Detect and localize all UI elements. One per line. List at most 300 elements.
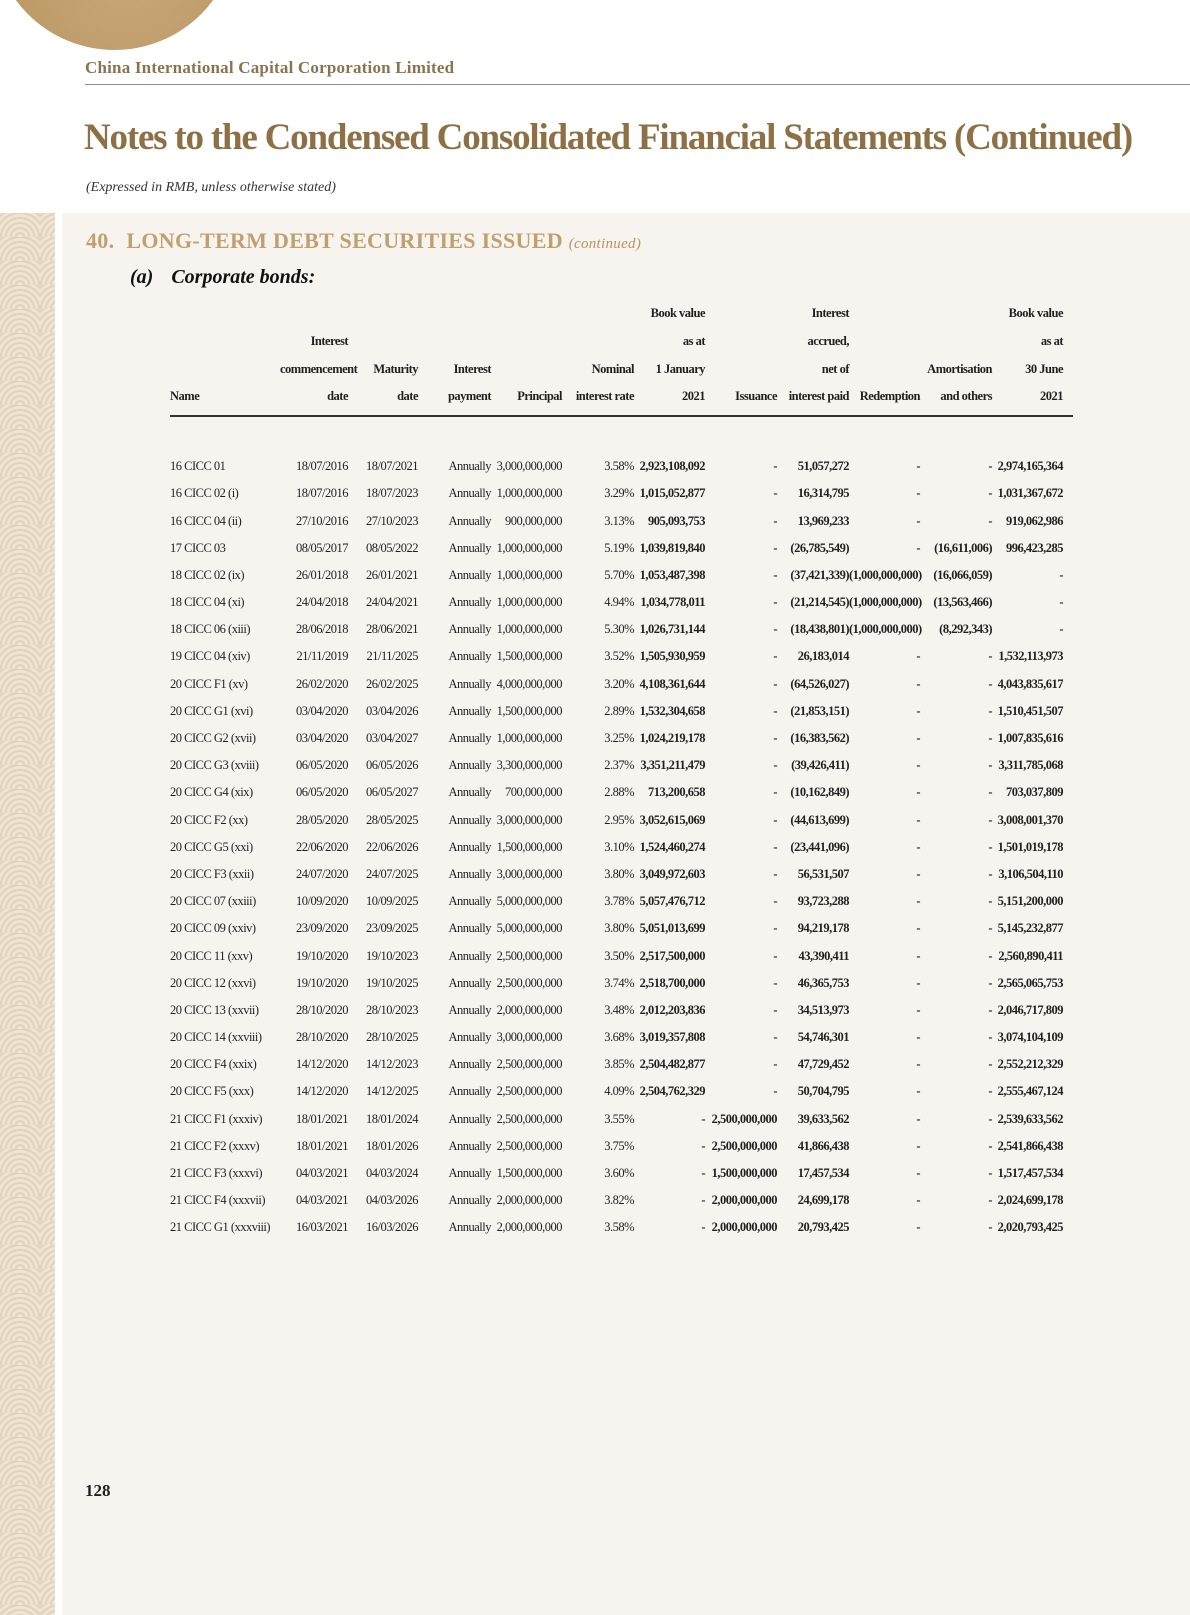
cell-amortisation: -	[988, 486, 992, 501]
cell-redemption: -	[916, 1084, 920, 1099]
cell-book-value-1-jan: 5,057,476,712	[639, 894, 705, 909]
table-row	[170, 1187, 1073, 1214]
cell-book-value-30-jun: 1,501,019,178	[997, 839, 1063, 854]
column-header-name	[170, 355, 280, 383]
cell-redemption: -	[916, 703, 920, 718]
header-row	[170, 328, 1073, 356]
cell-principal: 1,500,000,000	[496, 649, 562, 664]
cell-commencement-date: 26/02/2020	[296, 676, 348, 691]
cell-principal: 2,500,000,000	[496, 975, 562, 990]
cell-interest-payment: Annually	[448, 785, 491, 800]
page-subtitle: (Expressed in RMB, unless otherwise stated)	[86, 180, 336, 195]
cell-commencement-date: 28/05/2020	[296, 812, 348, 827]
cell-book-value-30-jun: 2,560,890,411	[998, 948, 1063, 963]
cell-amortisation: -	[988, 894, 992, 909]
cell-issuance: -	[773, 785, 777, 800]
cell-amortisation: -	[988, 1084, 992, 1099]
cell-maturity-date: 03/04/2027	[366, 731, 418, 746]
cell-book-value-30-jun: 2,552,212,329	[997, 1057, 1063, 1072]
cell-commencement-date: 08/05/2017	[296, 540, 348, 555]
cell-name: 20 CICC 07 (xxiii)	[170, 894, 256, 909]
cell-redemption: -	[916, 839, 920, 854]
cell-issuance: -	[773, 622, 777, 637]
cell-commencement-date: 28/10/2020	[296, 1002, 348, 1017]
column-header-principal	[491, 328, 562, 356]
cell-amortisation: (16,611,006)	[934, 540, 992, 555]
cell-nominal-interest-rate: 3.78%	[604, 894, 634, 909]
cell-issuance: -	[773, 540, 777, 555]
cell-book-value-30-jun: 3,106,504,110	[998, 866, 1063, 881]
cell-redemption: (1,000,000,000)	[849, 595, 922, 610]
cell-nominal-interest-rate: 3.80%	[604, 866, 634, 881]
cell-interest-payment: Annually	[448, 866, 491, 881]
cell-maturity-date: 24/04/2021	[366, 595, 418, 610]
cell-commencement-date: 28/10/2020	[296, 1030, 348, 1045]
cell-redemption: -	[916, 785, 920, 800]
cell-book-value-30-jun: 3,311,785,068	[998, 758, 1063, 773]
spacer-cell	[170, 416, 1073, 453]
column-header-issuance	[705, 300, 777, 328]
cell-issuance: -	[773, 1057, 777, 1072]
cell-principal: 2,500,000,000	[496, 1057, 562, 1072]
cell-book-value-30-jun: 919,062,986	[1006, 513, 1063, 528]
cell-maturity-date: 19/10/2023	[366, 948, 418, 963]
cell-nominal-interest-rate: 3.82%	[604, 1193, 634, 1208]
section-title: LONG-TERM DEBT SECURITIES ISSUED	[126, 228, 563, 253]
cell-maturity-date: 21/11/2025	[366, 649, 418, 664]
cell-name: 16 CICC 01	[170, 459, 226, 474]
cell-amortisation: -	[988, 1220, 992, 1235]
cell-interest-payment: Annually	[448, 622, 491, 637]
cell-principal: 2,000,000,000	[496, 1002, 562, 1017]
cell-maturity-date: 18/07/2023	[366, 486, 418, 501]
cell-amortisation: -	[988, 866, 992, 881]
cell-maturity-date: 28/10/2025	[366, 1030, 418, 1045]
cell-interest-accrued: 51,057,272	[797, 459, 849, 474]
cell-maturity-date: 22/06/2026	[366, 839, 418, 854]
cell-maturity-date: 28/10/2023	[366, 1002, 418, 1017]
cell-name: 21 CICC F2 (xxxv)	[170, 1138, 260, 1153]
cell-name: 20 CICC 12 (xxvi)	[170, 975, 256, 990]
decorative-wave-strip	[0, 213, 55, 1615]
table-row	[170, 507, 1073, 534]
cell-redemption: -	[916, 1220, 920, 1235]
cell-redemption: -	[916, 1057, 920, 1072]
header-row	[170, 355, 1073, 383]
cell-interest-payment: Annually	[448, 948, 491, 963]
cell-amortisation: -	[988, 921, 992, 936]
cell-issuance: -	[773, 595, 777, 610]
cell-interest-payment: Annually	[448, 1193, 491, 1208]
cell-amortisation: -	[988, 785, 992, 800]
cell-book-value-30-jun: 996,423,285	[1006, 540, 1063, 555]
cell-book-value-30-jun: 2,565,065,753	[997, 975, 1063, 990]
cell-issuance: -	[773, 894, 777, 909]
spacer-row	[170, 416, 1073, 453]
cell-amortisation: -	[988, 731, 992, 746]
cell-issuance: -	[773, 731, 777, 746]
cell-maturity-date: 14/12/2025	[366, 1084, 418, 1099]
table-row	[170, 643, 1073, 670]
cell-name: 20 CICC F1 (xv)	[170, 676, 248, 691]
cell-book-value-1-jan: 1,532,304,658	[639, 703, 705, 718]
cell-book-value-1-jan: 905,093,753	[648, 513, 705, 528]
cell-maturity-date: 18/07/2021	[366, 459, 418, 474]
cell-book-value-30-jun: 1,532,113,973	[998, 649, 1063, 664]
cell-issuance: -	[773, 866, 777, 881]
cell-principal: 1,500,000,000	[496, 703, 562, 718]
cell-commencement-date: 06/05/2020	[296, 758, 348, 773]
column-header-interest-payment	[418, 328, 491, 356]
cell-book-value-1-jan: 3,052,615,069	[639, 812, 705, 827]
cell-principal: 700,000,000	[505, 785, 562, 800]
cell-book-value-1-jan: 1,524,460,274	[639, 839, 705, 854]
column-header-maturity-date: Maturity	[373, 361, 418, 376]
cell-maturity-date: 06/05/2027	[366, 785, 418, 800]
column-header-principal	[491, 300, 562, 328]
cell-commencement-date: 18/07/2016	[296, 459, 348, 474]
cell-book-value-30-jun: 703,037,809	[1006, 785, 1063, 800]
cell-book-value-30-jun: 2,024,699,178	[997, 1193, 1063, 1208]
cell-nominal-interest-rate: 3.55%	[604, 1111, 634, 1126]
cell-redemption: -	[916, 459, 920, 474]
cell-nominal-interest-rate: 3.75%	[604, 1138, 634, 1153]
cell-amortisation: -	[988, 1030, 992, 1045]
cell-interest-payment: Annually	[448, 459, 491, 474]
cell-interest-payment: Annually	[448, 894, 491, 909]
cell-book-value-30-jun: -	[1059, 622, 1063, 637]
cell-issuance: -	[773, 921, 777, 936]
cell-issuance: -	[773, 567, 777, 582]
cell-interest-payment: Annually	[448, 649, 491, 664]
table-row	[170, 616, 1073, 643]
cell-interest-accrued: (23,441,096)	[790, 839, 849, 854]
cell-nominal-interest-rate: 3.60%	[604, 1166, 634, 1181]
cell-interest-accrued: (44,613,699)	[790, 812, 849, 827]
column-header-maturity-date	[348, 328, 418, 356]
cell-name: 21 CICC F3 (xxxvi)	[170, 1166, 263, 1181]
cell-interest-accrued: 24,699,178	[797, 1193, 849, 1208]
cell-redemption: -	[916, 1030, 920, 1045]
table-row	[170, 779, 1073, 806]
column-header-name	[170, 328, 280, 356]
cell-interest-accrued: (26,785,549)	[790, 540, 849, 555]
cell-maturity-date: 14/12/2023	[366, 1057, 418, 1072]
column-header-nominal-interest-rate	[562, 328, 634, 356]
column-header-book-value-1-jan: as at	[682, 334, 705, 349]
table-row	[170, 1160, 1073, 1187]
cell-interest-accrued: 16,314,795	[797, 486, 849, 501]
column-header-redemption	[849, 328, 920, 356]
cell-name: 16 CICC 02 (i)	[170, 486, 239, 501]
cell-interest-payment: Annually	[448, 567, 491, 582]
cell-commencement-date: 18/01/2021	[296, 1111, 348, 1126]
cell-interest-payment: Annually	[448, 595, 491, 610]
cell-commencement-date: 22/06/2020	[296, 839, 348, 854]
cell-redemption: -	[916, 1138, 920, 1153]
column-header-interest-payment: payment	[418, 383, 491, 416]
table-row	[170, 480, 1073, 507]
column-header-issuance	[705, 355, 777, 383]
cell-book-value-1-jan: 2,504,762,329	[639, 1084, 705, 1099]
cell-amortisation: -	[988, 513, 992, 528]
cell-redemption: -	[916, 866, 920, 881]
cell-book-value-30-jun: 2,539,633,562	[997, 1111, 1063, 1126]
cell-book-value-30-jun: 5,151,200,000	[997, 894, 1063, 909]
cell-book-value-30-jun: -	[1059, 595, 1063, 610]
cell-principal: 2,000,000,000	[496, 1220, 562, 1235]
column-header-amortisation: Amortisation	[927, 361, 992, 376]
cell-nominal-interest-rate: 2.88%	[604, 785, 634, 800]
company-name: China International Capital Corporation Limited	[85, 58, 455, 77]
cell-commencement-date: 14/12/2020	[296, 1057, 348, 1072]
cell-book-value-30-jun: 1,007,835,616	[997, 731, 1063, 746]
cell-issuance: -	[773, 975, 777, 990]
table-row	[170, 752, 1073, 779]
cell-interest-accrued: (21,214,545)	[790, 595, 849, 610]
cell-maturity-date: 04/03/2026	[366, 1193, 418, 1208]
cell-name: 20 CICC F4 (xxix)	[170, 1057, 257, 1072]
cell-redemption: (1,000,000,000)	[849, 622, 922, 637]
cell-interest-accrued: (37,421,339)	[790, 567, 849, 582]
cell-interest-accrued: 17,457,534	[797, 1166, 849, 1181]
cell-amortisation: -	[988, 1002, 992, 1017]
cell-book-value-1-jan: 1,505,930,959	[639, 649, 705, 664]
cell-maturity-date: 16/03/2026	[366, 1220, 418, 1235]
cell-redemption: -	[916, 975, 920, 990]
cell-name: 21 CICC F1 (xxxiv)	[170, 1111, 263, 1126]
cell-principal: 5,000,000,000	[496, 894, 562, 909]
column-header-issuance	[705, 328, 777, 356]
cell-redemption: -	[916, 676, 920, 691]
cell-nominal-interest-rate: 3.80%	[604, 921, 634, 936]
cell-redemption: -	[916, 486, 920, 501]
cell-commencement-date: 03/04/2020	[296, 703, 348, 718]
cell-amortisation: -	[988, 839, 992, 854]
cell-maturity-date: 28/06/2021	[366, 622, 418, 637]
cell-principal: 3,000,000,000	[496, 459, 562, 474]
cell-book-value-1-jan: 3,351,211,479	[640, 758, 705, 773]
cell-book-value-30-jun: 3,008,001,370	[997, 812, 1063, 827]
cell-issuance: -	[773, 758, 777, 773]
cell-book-value-30-jun: 2,046,717,809	[997, 1002, 1063, 1017]
column-header-commencement-date	[280, 300, 348, 328]
column-header-amortisation: and others	[920, 383, 992, 416]
cell-maturity-date: 28/05/2025	[366, 812, 418, 827]
column-header-amortisation	[920, 300, 992, 328]
cell-book-value-30-jun: 5,145,232,877	[997, 921, 1063, 936]
cell-redemption: -	[916, 513, 920, 528]
cell-book-value-30-jun: 2,974,165,364	[997, 459, 1063, 474]
cell-interest-accrued: (64,526,027)	[790, 676, 849, 691]
cell-nominal-interest-rate: 2.37%	[604, 758, 634, 773]
cell-maturity-date: 08/05/2022	[366, 540, 418, 555]
table-row	[170, 915, 1073, 942]
cell-interest-payment: Annually	[448, 758, 491, 773]
column-header-interest-payment	[418, 300, 491, 328]
table-row	[170, 453, 1073, 480]
column-header-maturity-date: date	[348, 383, 418, 416]
header-row	[170, 300, 1073, 328]
cell-maturity-date: 18/01/2024	[366, 1111, 418, 1126]
cell-book-value-1-jan: 713,200,658	[648, 785, 705, 800]
cell-commencement-date: 16/03/2021	[296, 1220, 348, 1235]
cell-amortisation: -	[988, 812, 992, 827]
cell-name: 20 CICC F3 (xxii)	[170, 866, 254, 881]
cell-commencement-date: 24/07/2020	[296, 866, 348, 881]
cell-commencement-date: 27/10/2016	[296, 513, 348, 528]
cell-book-value-1-jan: 1,026,731,144	[639, 622, 705, 637]
section-continued: (continued)	[568, 236, 642, 252]
subsection-heading	[130, 266, 315, 289]
cell-interest-accrued: 39,633,562	[797, 1111, 849, 1126]
cell-interest-payment: Annually	[448, 1138, 491, 1153]
cell-book-value-1-jan: 1,053,487,398	[639, 567, 705, 582]
cell-redemption: -	[916, 1193, 920, 1208]
cell-book-value-1-jan: -	[701, 1166, 705, 1181]
cell-principal: 4,000,000,000	[496, 676, 562, 691]
header-row	[170, 383, 1073, 416]
column-header-amortisation	[920, 328, 992, 356]
cell-interest-accrued: 56,531,507	[797, 866, 849, 881]
cell-maturity-date: 23/09/2025	[366, 921, 418, 936]
column-header-interest-accrued: interest paid	[777, 383, 849, 416]
cell-maturity-date: 06/05/2026	[366, 758, 418, 773]
column-header-book-value-30-jun: Book value	[1008, 306, 1063, 321]
cell-amortisation: (16,066,059)	[933, 567, 992, 582]
cell-principal: 3,000,000,000	[496, 866, 562, 881]
table-row	[170, 997, 1073, 1024]
cell-amortisation: -	[988, 676, 992, 691]
cell-maturity-date: 24/07/2025	[366, 866, 418, 881]
cell-book-value-1-jan: 2,517,500,000	[639, 948, 705, 963]
cell-book-value-1-jan: 1,015,052,877	[639, 486, 705, 501]
cell-book-value-30-jun: 1,031,367,672	[997, 486, 1063, 501]
subsection-title: Corporate bonds:	[171, 266, 316, 288]
column-header-book-value-30-jun: 2021	[992, 383, 1073, 416]
cell-name: 20 CICC G3 (xviii)	[170, 758, 259, 773]
decorative-circle	[0, 0, 237, 50]
table-row	[170, 970, 1073, 997]
cell-book-value-30-jun: 4,043,835,617	[997, 676, 1063, 691]
cell-book-value-1-jan: -	[701, 1111, 705, 1126]
cell-redemption: (1,000,000,000)	[849, 567, 922, 582]
cell-interest-accrued: (18,438,801)	[790, 622, 849, 637]
cell-redemption: -	[916, 1111, 920, 1126]
cell-commencement-date: 26/01/2018	[296, 567, 348, 582]
cell-book-value-1-jan: 2,504,482,877	[639, 1057, 705, 1072]
cell-amortisation: -	[988, 1138, 992, 1153]
cell-interest-accrued: 54,746,301	[797, 1030, 849, 1045]
cell-amortisation: -	[988, 1166, 992, 1181]
cell-issuance: -	[773, 513, 777, 528]
cell-interest-payment: Annually	[448, 703, 491, 718]
table-row	[170, 671, 1073, 698]
cell-interest-accrued: 20,793,425	[797, 1220, 849, 1235]
column-header-principal: Principal	[491, 383, 562, 416]
cell-interest-accrued: 46,365,753	[797, 975, 849, 990]
cell-interest-accrued: (16,383,562)	[790, 731, 849, 746]
cell-book-value-1-jan: 5,051,013,699	[639, 921, 705, 936]
cell-issuance: -	[773, 948, 777, 963]
cell-amortisation: (8,292,343)	[939, 622, 992, 637]
cell-interest-accrued: (39,426,411)	[791, 758, 849, 773]
cell-nominal-interest-rate: 3.25%	[604, 731, 634, 746]
cell-principal: 5,000,000,000	[496, 921, 562, 936]
cell-name: 19 CICC 04 (xiv)	[170, 649, 250, 664]
cell-nominal-interest-rate: 3.85%	[604, 1057, 634, 1072]
cell-issuance: -	[773, 703, 777, 718]
section-number: 40.	[86, 228, 115, 253]
cell-nominal-interest-rate: 3.50%	[604, 948, 634, 963]
cell-name: 17 CICC 03	[170, 540, 226, 555]
cell-redemption: -	[916, 1166, 920, 1181]
cell-principal: 1,000,000,000	[496, 622, 562, 637]
cell-book-value-1-jan: 1,024,219,178	[639, 731, 705, 746]
cell-book-value-1-jan: 3,049,972,603	[639, 866, 705, 881]
column-header-issuance: Issuance	[705, 383, 777, 416]
cell-redemption: -	[916, 1002, 920, 1017]
cell-issuance: -	[773, 459, 777, 474]
cell-interest-payment: Annually	[448, 921, 491, 936]
cell-interest-payment: Annually	[448, 676, 491, 691]
cell-commencement-date: 19/10/2020	[296, 975, 348, 990]
cell-name: 18 CICC 06 (xiii)	[170, 622, 251, 637]
cell-principal: 2,500,000,000	[496, 1084, 562, 1099]
cell-interest-payment: Annually	[448, 812, 491, 827]
header-divider	[85, 84, 1190, 85]
column-header-book-value-1-jan: 2021	[634, 383, 705, 416]
cell-issuance: 1,500,000,000	[711, 1166, 777, 1181]
cell-name: 20 CICC 09 (xxiv)	[170, 921, 256, 936]
cell-amortisation: -	[988, 1193, 992, 1208]
cell-principal: 1,500,000,000	[496, 839, 562, 854]
cell-principal: 2,500,000,000	[496, 1111, 562, 1126]
cell-nominal-interest-rate: 2.89%	[604, 703, 634, 718]
column-header-name: Name	[170, 383, 280, 416]
cell-book-value-1-jan: -	[701, 1193, 705, 1208]
cell-book-value-30-jun: 1,517,457,534	[997, 1166, 1063, 1181]
cell-maturity-date: 18/01/2026	[366, 1138, 418, 1153]
cell-maturity-date: 19/10/2025	[366, 975, 418, 990]
column-header-nominal-interest-rate: interest rate	[562, 383, 634, 416]
cell-interest-accrued: 93,723,288	[797, 894, 849, 909]
cell-redemption: -	[916, 758, 920, 773]
cell-book-value-30-jun: 2,541,866,438	[997, 1138, 1063, 1153]
cell-amortisation: -	[988, 1057, 992, 1072]
cell-commencement-date: 10/09/2020	[296, 894, 348, 909]
cell-principal: 3,000,000,000	[496, 812, 562, 827]
cell-name: 21 CICC G1 (xxxviii)	[170, 1220, 271, 1235]
cell-nominal-interest-rate: 3.58%	[604, 1220, 634, 1235]
column-header-maturity-date	[348, 300, 418, 328]
cell-issuance: -	[773, 839, 777, 854]
cell-interest-payment: Annually	[448, 975, 491, 990]
cell-commencement-date: 23/09/2020	[296, 921, 348, 936]
cell-book-value-1-jan: 1,039,819,840	[639, 540, 705, 555]
cell-commencement-date: 21/11/2019	[296, 649, 348, 664]
table-row	[170, 1214, 1073, 1241]
table-row	[170, 888, 1073, 915]
cell-commencement-date: 04/03/2021	[296, 1193, 348, 1208]
cell-nominal-interest-rate: 2.95%	[604, 812, 634, 827]
cell-issuance: -	[773, 676, 777, 691]
cell-principal: 900,000,000	[505, 513, 562, 528]
corporate-bonds-table	[170, 300, 1073, 1242]
cell-issuance: 2,000,000,000	[711, 1193, 777, 1208]
cell-commencement-date: 14/12/2020	[296, 1084, 348, 1099]
cell-interest-accrued: 41,866,438	[797, 1138, 849, 1153]
